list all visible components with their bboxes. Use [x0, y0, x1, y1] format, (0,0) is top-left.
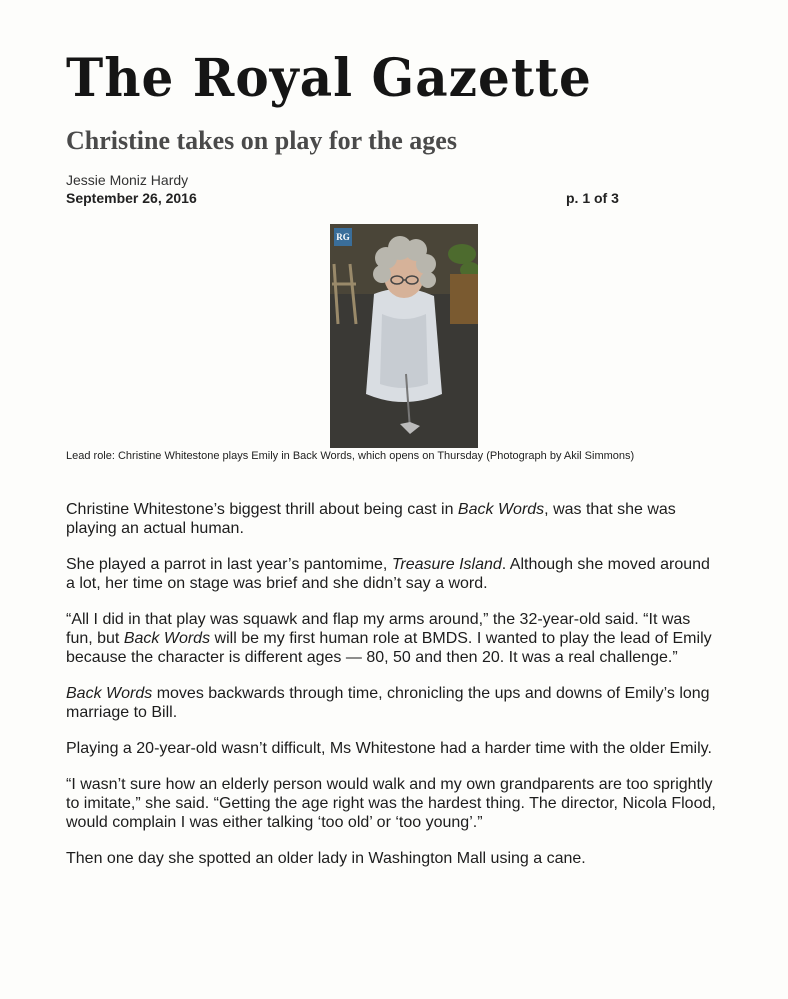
article-body — [66, 500, 716, 885]
photo-badge: RG — [336, 232, 350, 242]
paragraph-7: Then one day she spotted an older lady in Washington Mall using a cane. — [66, 850, 586, 867]
paragraph-5: Playing a 20-year-old wasn’t difficult, Ms Whitestone had a harder time with the older Emily. — [66, 740, 712, 757]
paragraph-6: “I wasn’t sure how an elderly person would walk and my own grandparents are too sprightly to imitate,” she said. “Getting the age right was the hardest thing. The director, Nicola Flood, would complain I was either talking ‘too old’ or ‘too young’.” — [66, 776, 716, 831]
newspaper-masthead: The Royal Gazette — [66, 46, 592, 109]
photo-caption: Lead role: Christine Whitestone plays Emily in Back Words, which opens on Thursday (Photograph by Akil Simmons) — [66, 450, 635, 462]
paragraph-4: Back Words moves backwards through time, chronicling the ups and downs of Emily’s long marriage to Bill. — [66, 685, 710, 721]
page-indicator: p. 1 of 3 — [566, 190, 619, 206]
article-author: Jessie Moniz Hardy — [66, 172, 189, 188]
paragraph-2: She played a parrot in last year’s pantomime, Treasure Island. Although she moved around a lot, her time on stage was brief and she didn’t say a word. — [66, 556, 710, 592]
article-headline: Christine takes on play for the ages — [66, 126, 457, 155]
paragraph-1: Christine Whitestone’s biggest thrill about being cast in Back Words, was that she was playing an actual human. — [66, 501, 676, 537]
paragraph-3: “All I did in that play was squawk and flap my arms around,” the 32-year-old said. “It was fun, but Back Words will be my first human role at BMDS. I wanted to play the lead of Emily because the character is different ages — 80, 50 and then 20. It was a real challenge.” — [66, 611, 712, 666]
photo-illustration — [330, 224, 478, 448]
article-date: September 26, 2016 — [66, 190, 197, 206]
article-photo — [330, 224, 478, 448]
